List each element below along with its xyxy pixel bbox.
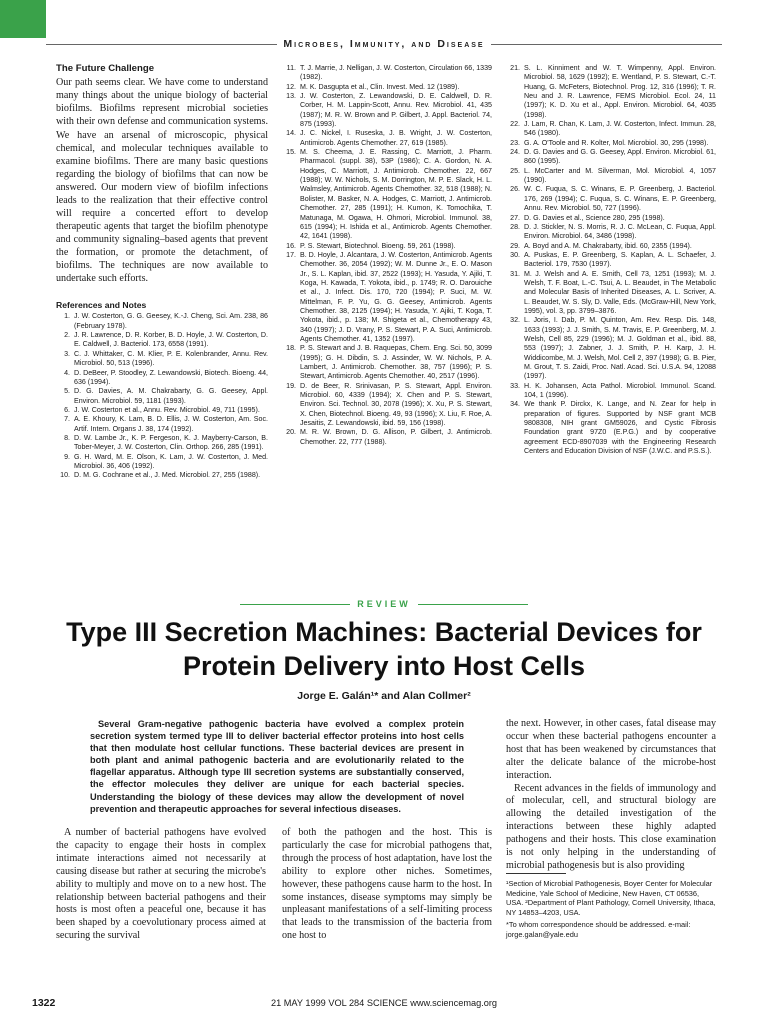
reference-number: 20.: [286, 428, 296, 437]
reference-item: [282, 382, 492, 429]
reference-item: [506, 382, 716, 401]
reference-text: M. S. Cheema, J. E. Rassing, C. Marriott, J. Pharm. Pharmacol. (suppl. 38), 53P (1986); C. A. Gordon, N. A. Hodges, C. Marriott, J. Antimicrob. Chemother. 22, 667 (1988); W. W. Nichols, S. M. Dorrington, M. P. E. Slack, H. L. Walmsley, Antimicrob. Agents Chemother. 32, 518 (1988); N. Bolister, M. Basker, N. A. Hodges, C. Marriott, J. Antimicrob. Chemother. 27, 285 (1991); H. Kumon, K. Tomochika, T. Matunaga, M. Ogawa, H. Ohmori, Microbiol. Immunol. 38, 615 (1994); H. Ishida et al., Antimicrob. Agents Chemother. 42, 1641 (1998).: [300, 148, 492, 241]
reference-item: [282, 92, 492, 129]
page-footer: [32, 997, 736, 1011]
future-challenge-heading: The Future Challenge: [56, 63, 155, 74]
affiliations: [506, 879, 716, 942]
column-middle: [282, 64, 492, 447]
reference-number: 8.: [64, 433, 70, 442]
reference-number: 34.: [510, 400, 520, 409]
reference-item: [282, 428, 492, 447]
reference-number: 3.: [64, 349, 70, 358]
affiliation-text: ¹Section of Microbial Pathogenesis, Boyer Center for Molecular Medicine, Yale School of Medicine, New Haven, CT 06536, USA. ²Department of Plant Pathology, Cornell University, Ithaca, NY 14853–4203, USA.: [506, 879, 716, 917]
reference-text: We thank P. Dirckx, K. Lange, and N. Zear for help in preparation of figures. Supported by NSF grant MCB 9808308, NIH grant GM59026, and Cystic Fibrosis Foundation grant 97Z0 (E.P.G.) and by cooperative agreement ECD-8907039 with the Engineering Research Centers and Education Division of NSF (J.W.C. and P.S.S.).: [524, 400, 716, 456]
page-number: 1322: [32, 997, 56, 1009]
reference-text: L. McCarter and M. Silverman, Mol. Microbiol. 4, 1057 (1990).: [524, 166, 716, 185]
references-list-a: [56, 312, 268, 480]
reference-number: 26.: [510, 185, 520, 194]
article-body-col3-para1: the next. However, in other cases, fatal disease may occur when these bacterial pathogens encounter a host that has been weakened by circumstances that alter the delicate balance of the microbe-host interaction.: [506, 718, 716, 781]
reference-text: G. H. Ward, M. E. Olson, K. Lam, J. W. Costerton, J. Med. Microbiol. 36, 406 (1992).: [74, 452, 268, 470]
reference-number: 6.: [64, 405, 70, 414]
reference-text: A. Boyd and A. M. Chakrabarty, ibid. 60, 2355 (1994).: [524, 241, 692, 250]
reference-item: [506, 64, 716, 120]
article-authors: Jorge E. Galán¹* and Alan Collmer²: [297, 690, 471, 702]
reference-number: 31.: [510, 269, 520, 278]
reference-text: J. Lam, R. Chan, K. Lam, J. W. Costerton, Infect. Immun. 28, 546 (1980).: [524, 120, 716, 138]
reference-text: B. D. Hoyle, J. Alcantara, J. W. Costerton, Antimicrob. Agents Chemother. 36, 2054 (1992); W. M. Dunne Jr., E. O. Mason Jr., S. L. Kaplan, ibid. 37, 2522 (1993); H. Yasuda, Y. Ajiki, T. Koga, H. Kawada, T. Yokota, ibid., p. 1749; R. O. Darouiche et al., J. Infect. Dis. 170, 720 (1994); P. Suci, M. W. Mittelman, F. P. Yu, G. G. Geesey, Antimicrob. Agents Chemother. 38, 2125 (1994); H. Yasuda, Y. Ajiki, T. Koga, T. Yokota, ibid., p. 138; M. Shigeta et al., Chemotherapy 43, 340 (1997); J. D. Vrany, P. S. Stewart, P. A. Suci, Antimicrob. Agents Chemother. 41, 1352 (1997).: [300, 250, 493, 343]
reference-item: [282, 64, 492, 83]
running-header: [0, 38, 768, 50]
reference-item: [282, 148, 492, 241]
section-name: Microbes, Immunity, and Disease: [277, 38, 490, 50]
reference-item: [56, 369, 268, 388]
future-challenge-text: Our path seems clear. We have come to understand many things about the unique biology of bacterial biofilms. Biofilms represent microbial societies with their own defense and communication systems. We have an arsenal of microscopic, physical chemical, and molecular techniques available to examine biofilms. There are many basic questions regarding the biology of biofilms that can now be answered. Our modern view of biofilm infections leads to the realization that their effective control will require a concerted effort to develop therapeutic agents that target the biofilm phenotype and community signaling–based agents that prevent the formation, or promote the detachment, of biofilms. The techniques are now available to undertake such efforts.: [56, 77, 268, 285]
reference-text: M. R. W. Brown, D. G. Allison, P. Gilbert, J. Antimicrob. Chemother. 22, 777 (1988).: [300, 428, 492, 446]
section-color-tab: [0, 0, 46, 38]
reference-text: L. Joris, I. Dab, P. M. Quinton, Am. Rev. Resp. Dis. 148, 1633 (1993); J. J. Smith, S. M. Travis, E. P. Greenberg, M. J. Welsh, Cell 85, 229 (1996); M. J. Goldman et al., ibid. 88, 553 (1997); J. Zabner, J. J. Smith, P. H. Karp, J. H. Widdicombe, M. J. Welsh, Mol. Cell 2, 397 (1998); G. B. Pier, M. Grout, T. S. Zaidi, Proc. Natl. Acad. Sci. U.S.A. 94, 12088 (1997).: [524, 316, 716, 381]
reference-item: [56, 406, 268, 415]
reference-text: D. G. Davies and G. G. Geesey, Appl. Environ. Microbiol. 61, 860 (1995).: [524, 148, 716, 166]
reference-number: 11.: [286, 64, 296, 72]
reference-text: D. G. Davies et al., Science 280, 295 (1998).: [524, 213, 665, 222]
reference-text: M. J. Welsh and A. E. Smith, Cell 73, 1251 (1993); M. J. Welsh, T. F. Boat, L.-C. Tsui, A. L. Beaudet, in The Metabolic and Molecular Basis of Inherited Diseases, A. L. Scriver, A. L. Beaudet, W. S. Sly, D. Valle, Eds. (McGraw-Hill, New York, 1995), vol. 3, pp. 3799–3876.: [524, 269, 716, 315]
reference-number: 7.: [64, 415, 70, 424]
reference-text: J. W. Costerton et al., Annu. Rev. Microbiol. 49, 711 (1995).: [74, 405, 260, 414]
reference-number: 29.: [510, 241, 520, 250]
reference-text: P. S. Stewart and J. B. Raquepas, Chem. Eng. Sci. 50, 3099 (1995); G. H. Dibdin, S. J. Assinder, W. W. Nichols, P. A. Lambert, J. Antimicrob. Chemother. 38, 757 (1996); P. S. Stewart, Antimicrob. Agents Chemother. 40, 2517 (1996).: [300, 344, 492, 381]
reference-number: 32.: [510, 316, 520, 325]
article-title: Type III Secretion Machines: Bacterial Devices for Protein Delivery into Host Cells: [66, 617, 702, 681]
reference-number: 14.: [286, 129, 296, 138]
reference-text: D. DeBeer, P. Stoodley, Z. Lewandowski, Biotech. Bioeng. 44, 636 (1994).: [74, 368, 268, 386]
column-right: [506, 64, 716, 456]
reference-number: 23.: [510, 138, 520, 147]
reference-number: 33.: [510, 381, 520, 390]
reference-text: A. E. Khoury, K. Lam, B. D. Ellis, J. W. Costerton, Am. Soc. Artif. Intern. Organs J. 38, 174 (1992).: [74, 415, 268, 433]
reference-item: [506, 316, 716, 381]
reference-item: [56, 415, 268, 434]
reference-item: [56, 350, 268, 369]
reference-number: 10.: [60, 471, 70, 480]
reference-number: 19.: [286, 381, 296, 390]
references-list-b: [282, 64, 492, 447]
reference-number: 1.: [64, 312, 70, 321]
reference-item: [282, 242, 492, 251]
reference-item: [56, 434, 268, 453]
reference-number: 17.: [286, 250, 296, 259]
reference-number: 4.: [64, 368, 70, 377]
reference-text: H. K. Johansen, Acta Pathol. Microbiol. Immunol. Scand. 104, 1 (1996).: [524, 381, 716, 400]
reference-text: A. Puskas, E. P. Greenberg, S. Kaplan, A. L. Schaefer, J. Bacteriol. 179, 7530 (1997).: [524, 250, 716, 269]
reference-item: [506, 400, 716, 456]
reference-text: D. de Beer, R. Srinivasan, P. S. Stewart, Appl. Environ. Microbiol. 60, 4339 (1994); X. Chen and P. S. Stewart, Environ. Sci. Technol. 30, 2078 (1996); X. Xu, P. S. Stewart, X. Chen, Biotechnol. Bioeng. 49, 93 (1996); X. Liu, F. Roe, A. Jesaitis, Z. Lewandowski, ibid. 59, 156 (1998).: [300, 381, 492, 428]
reference-item: [56, 331, 268, 350]
reference-text: J. W. Costerton, G. G. Geesey, K.-J. Cheng, Sci. Am. 238, 86 (February 1978).: [74, 312, 268, 330]
reference-item: [282, 251, 492, 344]
reference-text: J. R. Lawrence, D. R. Korber, B. D. Hoyle, J. W. Costerton, D. E. Caldwell, J. Bacteriol. 173, 6558 (1991).: [74, 331, 268, 349]
reference-item: [282, 344, 492, 381]
reference-text: M. K. Dasgupta et al., Clin. Invest. Med. 12 (1989).: [300, 82, 460, 91]
reference-text: D. M. G. Cochrane et al., J. Med. Microbiol. 27, 255 (1988).: [74, 471, 261, 480]
reference-text: D. W. Lambe Jr., K. P. Fergeson, K. J. Mayberry-Carson, B. Tober-Meyer, J. W. Costerton, Clin. Orthop. 266, 285 (1991).: [74, 433, 268, 452]
reference-item: [56, 453, 268, 472]
reference-item: [506, 148, 716, 167]
reference-item: [282, 83, 492, 92]
reference-number: 22.: [510, 120, 520, 129]
reference-item: [506, 223, 716, 242]
reference-text: J. C. Nickel, I. Ruseska, J. B. Wright, J. W. Costerton, Antimicrob. Agents Chemother. 27, 619 (1985).: [300, 129, 492, 147]
reference-number: 9.: [64, 452, 70, 461]
reference-number: 16.: [286, 241, 296, 250]
reference-number: 12.: [286, 82, 296, 91]
reference-item: [506, 214, 716, 223]
reference-item: [506, 251, 716, 270]
reference-number: 30.: [510, 250, 520, 259]
reference-item: [56, 471, 268, 480]
article-body-col1: A number of bacterial pathogens have evolved the capacity to engage their hosts in complex intimate interactions aimed not necessarily at causing disease but rather at securing the microbe's ability to multiply and move on to a new host. The relationship between bacterial pathogens and their hosts is most often a peaceful one, because it has been shaped by a coevolutionary process aimed at securing the survival: [56, 827, 266, 942]
article-body-col2: of both the pathogen and the host. This is particularly the case for microbial pathogens that, through the process of host adaptation, have lost the ability to explore other niches. Sometimes, however, these pathogens cause harm to the host. In some instances, disease symptoms may simply be unpleasant manifestations of a self-limiting process that leads to the transmission of the bacteria from one host to: [282, 827, 492, 942]
reference-item: [56, 312, 268, 331]
reference-item: [56, 387, 268, 406]
footer-meta: 21 MAY 1999 VOL 284 SCIENCE www.sciencemag.org: [270, 998, 498, 1008]
reference-text: G. A. O'Toole and R. Kolter, Mol. Microbiol. 30, 295 (1998).: [524, 138, 709, 147]
references-list-c: [506, 64, 716, 456]
reference-number: 21.: [510, 64, 520, 72]
reference-text: C. J. Whittaker, C. M. Klier, P. E. Kolenbrander, Annu. Rev. Microbiol. 50, 513 (1996).: [74, 349, 268, 368]
reference-number: 15.: [286, 148, 296, 157]
reference-item: [506, 167, 716, 186]
reference-number: 18.: [286, 344, 296, 353]
reference-text: J. W. Costerton, Z. Lewandowski, D. E. Caldwell, D. R. Corber, H. M. Lappin-Scott, Annu. Rev. Microbiol. 41, 435 (1987); M. R. W. Brown and P. Gilbert, J. Appl. Bacteriol. 74, 875 (1993).: [300, 92, 492, 129]
review-label: REVIEW: [357, 599, 411, 609]
reference-text: T. J. Marrie, J. Nelligan, J. W. Costerton, Circulation 66, 1339 (1982).: [300, 64, 492, 82]
reference-text: S. L. Kinniment and W. T. Wimpenny, Appl. Environ. Microbiol. 58, 1629 (1992); E. Wentland, P. S. Stewart, C.-T. Huang, G. McFeters, Biotechnol. Prog. 12, 316 (1996); T. R. Neu and J. R. Lawrence, FEMS Microbiol. Ecol. 24, 11 (1997); K. D. Xu et al., Appl. Environ. Microbiol. 64, 4035 (1998).: [524, 64, 716, 119]
reference-number: 27.: [510, 213, 520, 222]
reference-number: 25.: [510, 166, 520, 175]
reference-item: [506, 270, 716, 317]
reference-item: [506, 120, 716, 139]
reference-item: [282, 129, 492, 148]
affiliation-rule: [506, 873, 566, 874]
reference-number: 13.: [286, 92, 296, 101]
reference-number: 28.: [510, 222, 520, 231]
reference-text: W. C. Fuqua, S. C. Winans, E. P. Greenberg, J. Bacteriol. 176, 269 (1994); C. Fuqua, S. C. Winans, E. P. Greenberg, Annu. Rev. Microbiol. 50, 727 (1996).: [524, 185, 716, 213]
article-body-col3: [506, 718, 716, 873]
reference-number: 24.: [510, 148, 520, 157]
reference-text: D. J. Stickler, N. S. Morris, R. J. C. McLean, C. Fuqua, Appl. Environ. Microbiol. 64, 3486 (1998).: [524, 222, 716, 241]
column-left: [56, 64, 268, 481]
references-heading: References and Notes: [56, 300, 147, 311]
reference-item: [506, 242, 716, 251]
reference-text: D. G. Davies, A. M. Chakrabarty, G. G. Geesey, Appl. Environ. Microbiol. 59, 1181 (1993).: [74, 387, 268, 405]
correspondence-text: *To whom correspondence should be addressed. e-mail: jorge.galan@yale.edu: [506, 920, 691, 939]
article-body-col3-para2: Recent advances in the fields of immunology and of molecular, cell, and structural biology are allowing the detailed investigation of the interactions between these highly adapted pathogens and their hosts. This close examination is not only helping in the understanding of microbial pathogenesis but is also providing: [506, 782, 716, 871]
reference-text: P. S. Stewart, Biotechnol. Bioeng. 59, 261 (1998).: [300, 241, 456, 250]
reference-number: 2.: [64, 331, 70, 340]
reference-number: 5.: [64, 387, 70, 396]
reference-item: [506, 139, 716, 148]
article-abstract: Several Gram-negative pathogenic bacteria have evolved a complex protein secretion system termed type III to deliver bacterial effector proteins into host cells that then modulate host cellular functions. These bacterial devices are present in both plant and animal pathogenic bacteria and are evolutionarily related to the flagellar apparatus. Although type III secretion systems are substantially conserved, the effector molecules they deliver are unique for each bacterial species. Understanding the biology of these devices may allow the development of novel prevention and therapeutic approaches for several infectious diseases.: [90, 719, 464, 814]
reference-item: [506, 185, 716, 213]
